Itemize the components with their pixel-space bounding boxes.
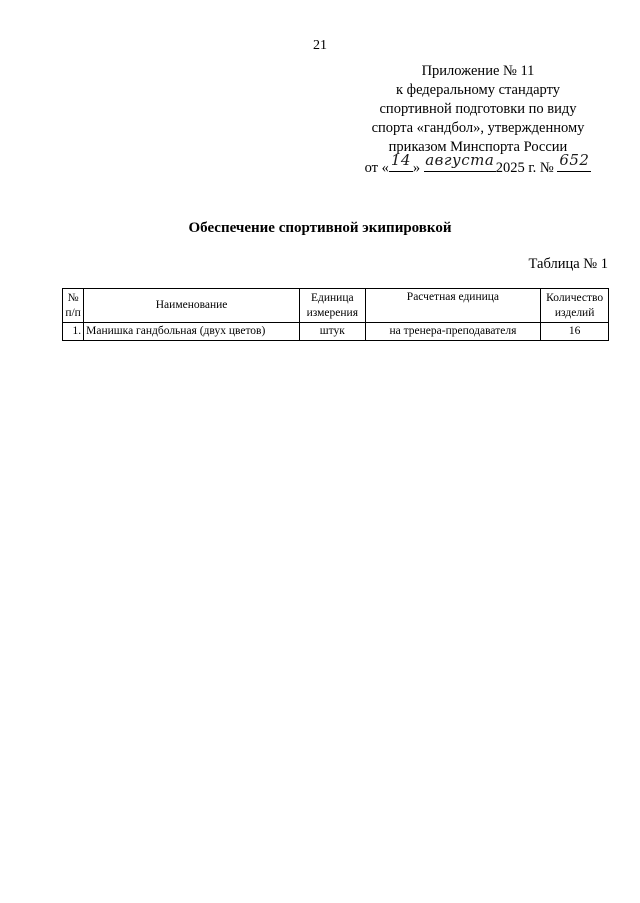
cell-num: 1. — [63, 323, 84, 341]
header-qty — [541, 289, 609, 323]
document-title: Обеспечение спортивной экипировкой — [188, 220, 452, 236]
appendix-line-4: спорта «гандбол», утвержденному — [371, 120, 585, 136]
appendix-line-2: к федеральному стандарту — [396, 82, 560, 98]
table-header-row — [63, 289, 609, 323]
date-day-blank — [389, 151, 413, 172]
header-qty-line-1: Количество — [546, 291, 604, 304]
cell-unit: штук — [300, 323, 366, 341]
header-name: Наименование — [84, 289, 300, 323]
appendix-line-5: приказом Минспорта России — [388, 139, 568, 155]
date-day-handwritten: 14 — [390, 151, 411, 169]
header-unit — [300, 289, 366, 323]
order-number-blank — [557, 151, 591, 172]
page-number: 21 — [313, 38, 327, 53]
header-qty-line-2: изделий — [554, 306, 595, 319]
appendix-block — [360, 62, 596, 178]
equipment-table — [62, 288, 609, 341]
header-calc: Расчетная единица — [365, 289, 541, 323]
header-num-line-2: п/п — [65, 306, 81, 319]
date-mid: » — [412, 160, 421, 176]
date-month-blank — [424, 151, 496, 172]
cell-calc: на тренера-преподавателя — [365, 323, 541, 341]
appendix-date-line — [360, 151, 596, 178]
date-month-handwritten: августа — [425, 151, 495, 169]
date-prefix: от « — [364, 160, 389, 176]
appendix-line-3: спортивной подготовки по виду — [379, 101, 577, 117]
header-num — [63, 289, 84, 323]
header-num-line-1: № — [67, 291, 79, 304]
cell-qty: 16 — [541, 323, 609, 341]
header-unit-line-1: Единица — [311, 291, 354, 304]
date-year: 2025 г. № — [495, 160, 554, 176]
appendix-line-1: Приложение № 11 — [421, 63, 535, 79]
header-unit-line-2: измерения — [306, 306, 358, 319]
table-label: Таблица № 1 — [528, 256, 608, 272]
cell-name: Манишка гандбольная (двух цветов) — [84, 323, 300, 341]
order-number-handwritten: 652 — [559, 151, 590, 169]
table-row — [63, 323, 609, 341]
